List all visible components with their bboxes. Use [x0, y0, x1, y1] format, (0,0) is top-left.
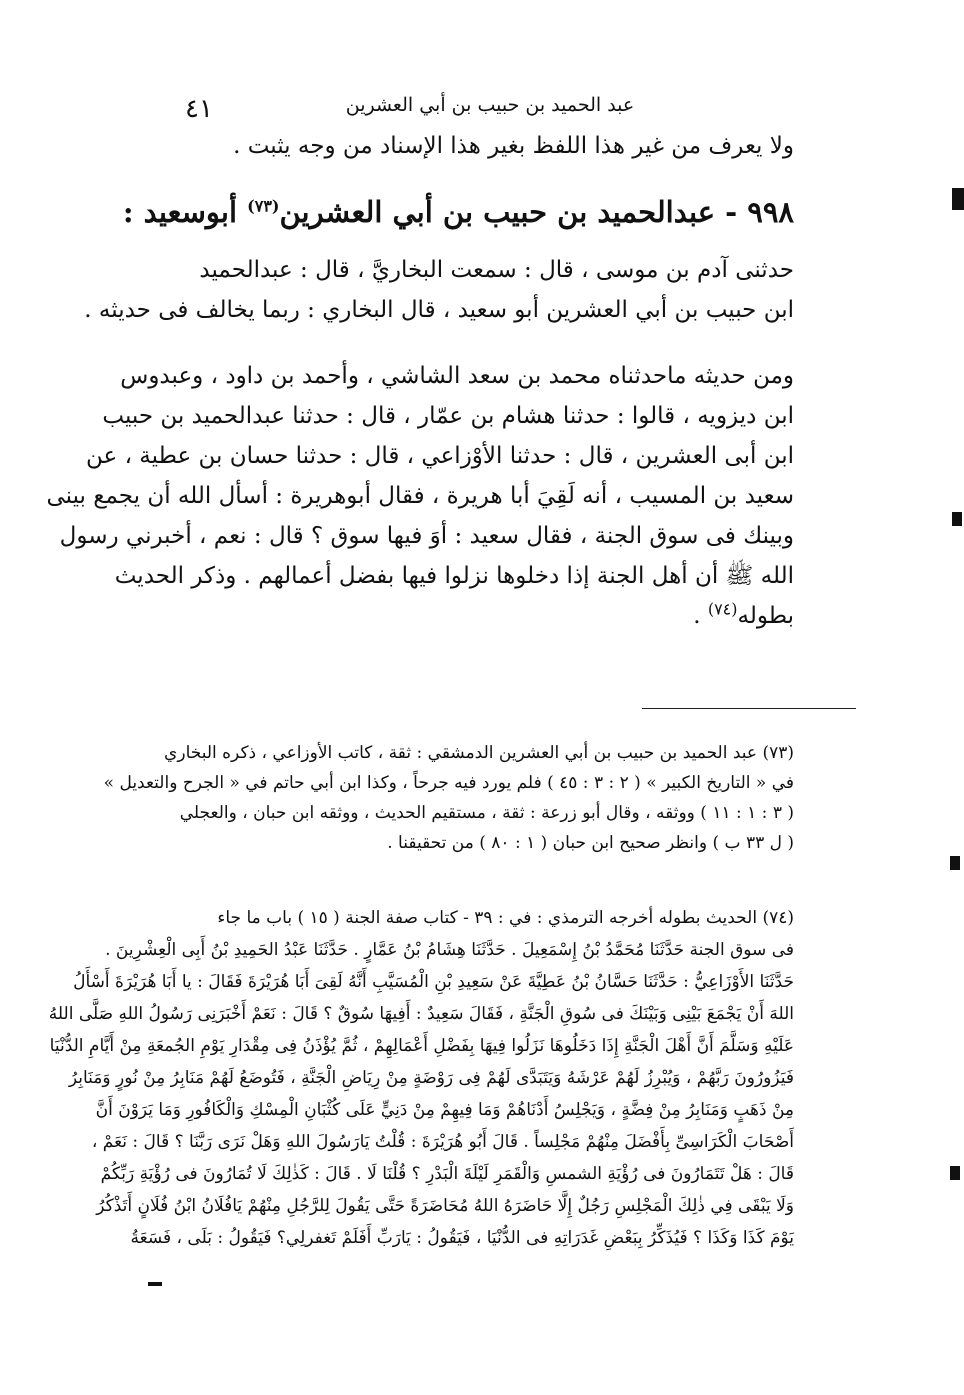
para2-line: سعيد بن المسيب ، أنه لَقِيَ أبا هريرة ، فقال أبوهريرة : أسأل الله أن يجمع بينى [46, 483, 794, 509]
para2-line: ابن ديزويه ، قالوا : حدثنا هشام بن عمّار ، قال : حدثنا عبدالحميد بن حبيب [102, 403, 794, 429]
para2-last-end: . [693, 603, 701, 629]
footnote-74-line: حَدَّثَنَا الأَوْزَاعِيُّ : حَدَّثَنَا حَسَّانُ بْنُ عَطِيَّةَ عَنْ سَعِيدِ بْنِ الْمُسَيَّبِ أَنَّهُ لَقِىَ أَبَا هُرَيْرَةَ فَقَالَ : يا أَبَا هُرَيْرَةَ أَسْأَلُ [73, 972, 794, 992]
paragraph-1 [84, 250, 794, 330]
page-number: ٤١ [185, 94, 213, 124]
running-head: عبد الحميد بن حبيب بن أبي العشرين [345, 94, 635, 116]
footnote-73-line: في « التاريخ الكبير » ( ٢ : ٣ : ٤٥ ) فلم يورد فيه جرحاً ، وكذا ابن أبي حاتم في « الجرح والتعديل » [103, 773, 794, 793]
footnote-74-line: يَوْمَ كَذَا وَكَذَا ؟ فَيُذَكِّرُ بِبَعْضِ غَدَرَاتِهِ فى الدُّنْيَا ، فَيَقُولُ : يَارَبِّ أَفَلَمْ تَغفرلِي؟ فَيَقُولُ : بَلَى ، فَسَعَةُ [130, 1228, 794, 1248]
entry-heading [122, 190, 794, 234]
para2-last-line [164, 596, 794, 636]
footnote-74-line: فى سوق الجنة حَدَّثَنَا مُحَمَّدُ بْنُ إِسْمَعِيلَ . حَدَّثَنَا هِشَامُ بْنُ عَمَّارٍ . حَدَّثَنَا عَبْدُ الحَمِيدِ بْنُ أَبِى الْعِشْرِينَ . [105, 940, 794, 960]
scan-edge-mark [950, 1166, 960, 1180]
footnote-74 [48, 902, 794, 1254]
footnote-74-line: (٧٤) الحديث بطوله أخرجه الترمذي : في : ٣٩ - كتاب صفة الجنة ( ١٥ ) باب ما جاء [217, 908, 794, 928]
scan-edge-mark [952, 188, 964, 210]
para1-line: ابن حبيب بن أبي العشرين أبو سعيد ، قال البخاري : ربما يخالف فى حديثه . [84, 297, 794, 323]
footnote-73 [103, 738, 794, 858]
paragraph-2 [46, 356, 794, 636]
footnote-74-line: اللهَ أَنْ يَجْمَعَ بَيْنِى وَبَيْنَكَ فى سُوقِ الْجَنَّةِ ، فَقَالَ سَعِيدٌ : أَفِيهَا سُوقٌ ؟ قَالَ : نَعَمْ أَخْبَرَنِى رَسُولُ اللهِ صَلَّى اللهُ [48, 1004, 794, 1024]
footnote-ref-73: (٧٣) [247, 196, 280, 216]
entry-name: عبدالحميد بن حبيب بن أبي العشرين [279, 195, 715, 229]
footnote-74-line: عَلَيْهِ وَسَلَّمَ أَنَّ أَهْلَ الْجَنَّةِ إِذَا دَخَلُوهَا نَزَلُوا فِيهَا بِفَضْلِ أَعْمَالِهِمْ ، ثُمَّ يُؤْذَنُ فِى مِقْدَارِ يَوْمِ الجُمعَةِ مِنْ أَيَّامِ الدُّنْيَا [49, 1036, 794, 1056]
footnote-74-line: أَصْحَابَ الْكَرَاسِىِّ بِأَفْضَلَ مِنْهُمْ مَجْلِساً . قَالَ أَبُو هُرَيْرَةَ : قُلْتُ يَارَسُولَ اللهِ وَهَلْ نَرَى رَبَّنَا ؟ قَالَ : نَعَمْ ، [91, 1132, 794, 1152]
intro-text [164, 126, 794, 166]
intro-line: ولا يعرف من غير هذا اللفظ بغير هذا الإسناد من وجه يثبت . [233, 133, 794, 159]
footnote-74-line: وَلَا يَبْقَى فِي ذٰلِكَ الْمَجْلِسِ رَجُلٌ إِلَّا حَاضَرَهُ اللهُ مُحَاضَرَةً حَتَّى يَقُولَ لِلرَّجُلِ مِنْهُمْ يَافُلَانُ ابْنُ فُلَانٍ أَتَذْكُرُ [96, 1196, 794, 1216]
para2-line: ومن حديثه ماحدثناه محمد بن سعد الشاشي ، وأحمد بن داود ، وعبدوس [120, 363, 794, 389]
scan-edge-mark [952, 512, 962, 526]
entry-number: ٩٩٨ [747, 195, 794, 229]
footnote-ref-74: (٧٤) [707, 599, 738, 619]
footnote-rule [642, 708, 856, 709]
para2-line: الله ﷺ أن أهل الجنة إذا دخلوها نزلوا فيها بفضل أعمالهم . وذكر الحديث [114, 563, 794, 589]
entry-kunya: أبوسعيد : [122, 195, 238, 229]
footnote-74-line: فَيَزُورُونَ رَبَّهُمْ ، وَيُبْرِزُ لَهُمْ عَرْشَهُ وَيَتَبَدَّى لَهُمْ فِى رَوْضَةٍ مِنْ رِيَاضِ الْجَنَّةِ ، فَتُوضَعُ لَهُمْ مَنَابِرُ مِنْ نُورٍ وَمَنَابِرُ [68, 1068, 794, 1088]
footnote-74-line: قَالَ : هَلْ تَتَمَارُونَ فى رُؤْيَةِ الشمسِ وَالْقَمَرِ لَيْلَةَ الْبَدْرِ ؟ قُلْنَا لَا . قَالَ : كَذٰلِكَ لَا تُمَارُونَ فى رُؤْيَةِ رَبِّكُمْ [100, 1164, 794, 1184]
scan-edge-mark [148, 1282, 162, 1286]
footnote-73-line: (٧٣) عبد الحميد بن حبيب بن أبي العشرين الدمشقي : ثقة ، كاتب الأوزاعي ، ذكره البخاري [164, 743, 794, 763]
para2-last-text: بطوله [737, 603, 794, 629]
para2-line: وبينك فى سوق الجنة ، فقال سعيد : أوَ فيها سوق ؟ قال : نعم ، أخبرني رسول [59, 523, 794, 549]
para2-line: ابن أبى العشرين ، قال : حدثنا الأوْزاعي ، قال : حدثنا حسان بن عطية ، عن [86, 443, 794, 469]
scan-edge-mark [950, 856, 960, 870]
footnote-74-line: مِنْ ذَهَبٍ وَمَنَابِرُ مِنْ فِضَّةٍ ، وَيَجْلِسُ أَدْنَاهُمْ وَمَا فِيهِمْ مِنْ دَنِيٍّ عَلَى كُثْبَانِ الْمِسْكِ وَالْكَافُورِ وَمَا يَرَوْنَ أَنَّ [95, 1100, 794, 1120]
para1-line: حدثنى آدم بن موسى ، قال : سمعت البخاريَّ ، قال : عبدالحميد [199, 257, 794, 283]
footnote-73-line: ( ٣ : ١ : ١١ ) ووثقه ، وقال أبو زرعة : ثقة ، مستقيم الحديث ، ووثقه ابن حبان ، والعجلي [179, 803, 794, 823]
entry-dash: - [725, 195, 738, 229]
footnote-73-line: ( ل ٣٣ ب ) وانظر صحيح ابن حبان ( ١ : ٨٠ ) من تحقيقنا . [387, 833, 794, 853]
